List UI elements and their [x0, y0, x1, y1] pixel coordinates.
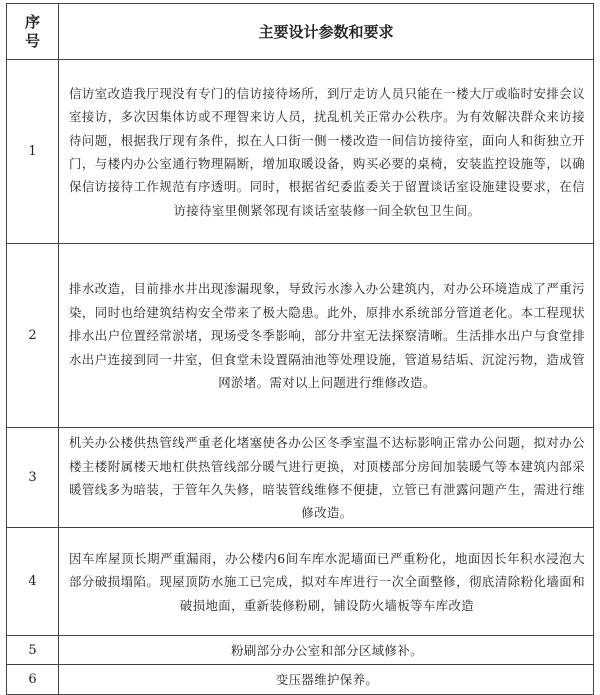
row-number: 4 — [7, 528, 59, 636]
design-requirements-table — [6, 3, 594, 695]
row-text: 机关办公楼供热管线严重老化堵塞使各办公区冬季室温不达标影响正常办公问题，拟对办公楼主楼附属楼天地杠供热管线部分暖气进行更换，对顶楼部分房间加装暖气等本建筑内部采暖管线多为暗装，于管年久失修，暗装管线维修不便捷，立管已有泄露问题产生，需进行维修改造。 — [59, 428, 594, 528]
table-header-row — [7, 4, 594, 60]
row-text: 排水改造，目前排水井出现渗漏现象，导致污水渗入办公建筑内，对办公环境造成了严重污染，同时也给建筑结构安全带来了极大隐患。此外，原排水系统部分管道老化。本工程现状排水出户位置经常淤堵，现场受冬季影响，部分井室无法探察清晰。生活排水出户与食堂排水出户连接到同一井室，但食堂未设置隔油池等处理设施，管道易结垢、沉淀污物，造成管网淤堵。需对以上问题进行维修改造。 — [59, 244, 594, 428]
row-number: 5 — [7, 636, 59, 665]
table-row — [7, 60, 594, 244]
row-number: 2 — [7, 244, 59, 428]
header-serial-number-text: 序号 — [24, 12, 40, 50]
table-row — [7, 244, 594, 428]
row-text: 粉刷部分办公室和部分区域修补。 — [59, 636, 594, 665]
row-number: 6 — [7, 665, 59, 694]
table-row — [7, 528, 594, 636]
row-text: 信访室改造我厅现没有专门的信访接待场所，到厅走访人员只能在一楼大厅或临时安排会议室接访，多次因集体访或不理智来访人员，扰乱机关正常办公秩序。为有效解决群众来访接待问题，根据我厅现有条件，拟在人口街一侧一楼改造一间信访接待室，面向人和街独立开门，与楼内办公室通行物理隔断，增加取暖设备，购买必要的桌椅，安装监控设施等，以确保信访接待工作规范有序透明。同时，根据省纪委监委关于留置谈话室设施建设要求，在信访接待室里侧紧邻现有谈话室装修一间全软包卫生间。 — [59, 60, 594, 244]
row-number: 1 — [7, 60, 59, 244]
header-title: 主要设计参数和要求 — [59, 4, 594, 60]
header-serial-number — [7, 4, 59, 60]
row-number: 3 — [7, 428, 59, 528]
row-text: 因车库屋顶长期严重漏雨，办公楼内6间车库水泥墙面已严重粉化，地面因长年积水浸泡大部分破损塌陷。现屋顶防水施工已完成，拟对车库进行一次全面整修，彻底清除粉化墙面和破损地面，重新装修粉刷，铺设防火墙板等车库改造 — [59, 528, 594, 636]
table-row — [7, 428, 594, 528]
table-row — [7, 636, 594, 665]
row-text: 变压器维护保养。 — [59, 665, 594, 694]
